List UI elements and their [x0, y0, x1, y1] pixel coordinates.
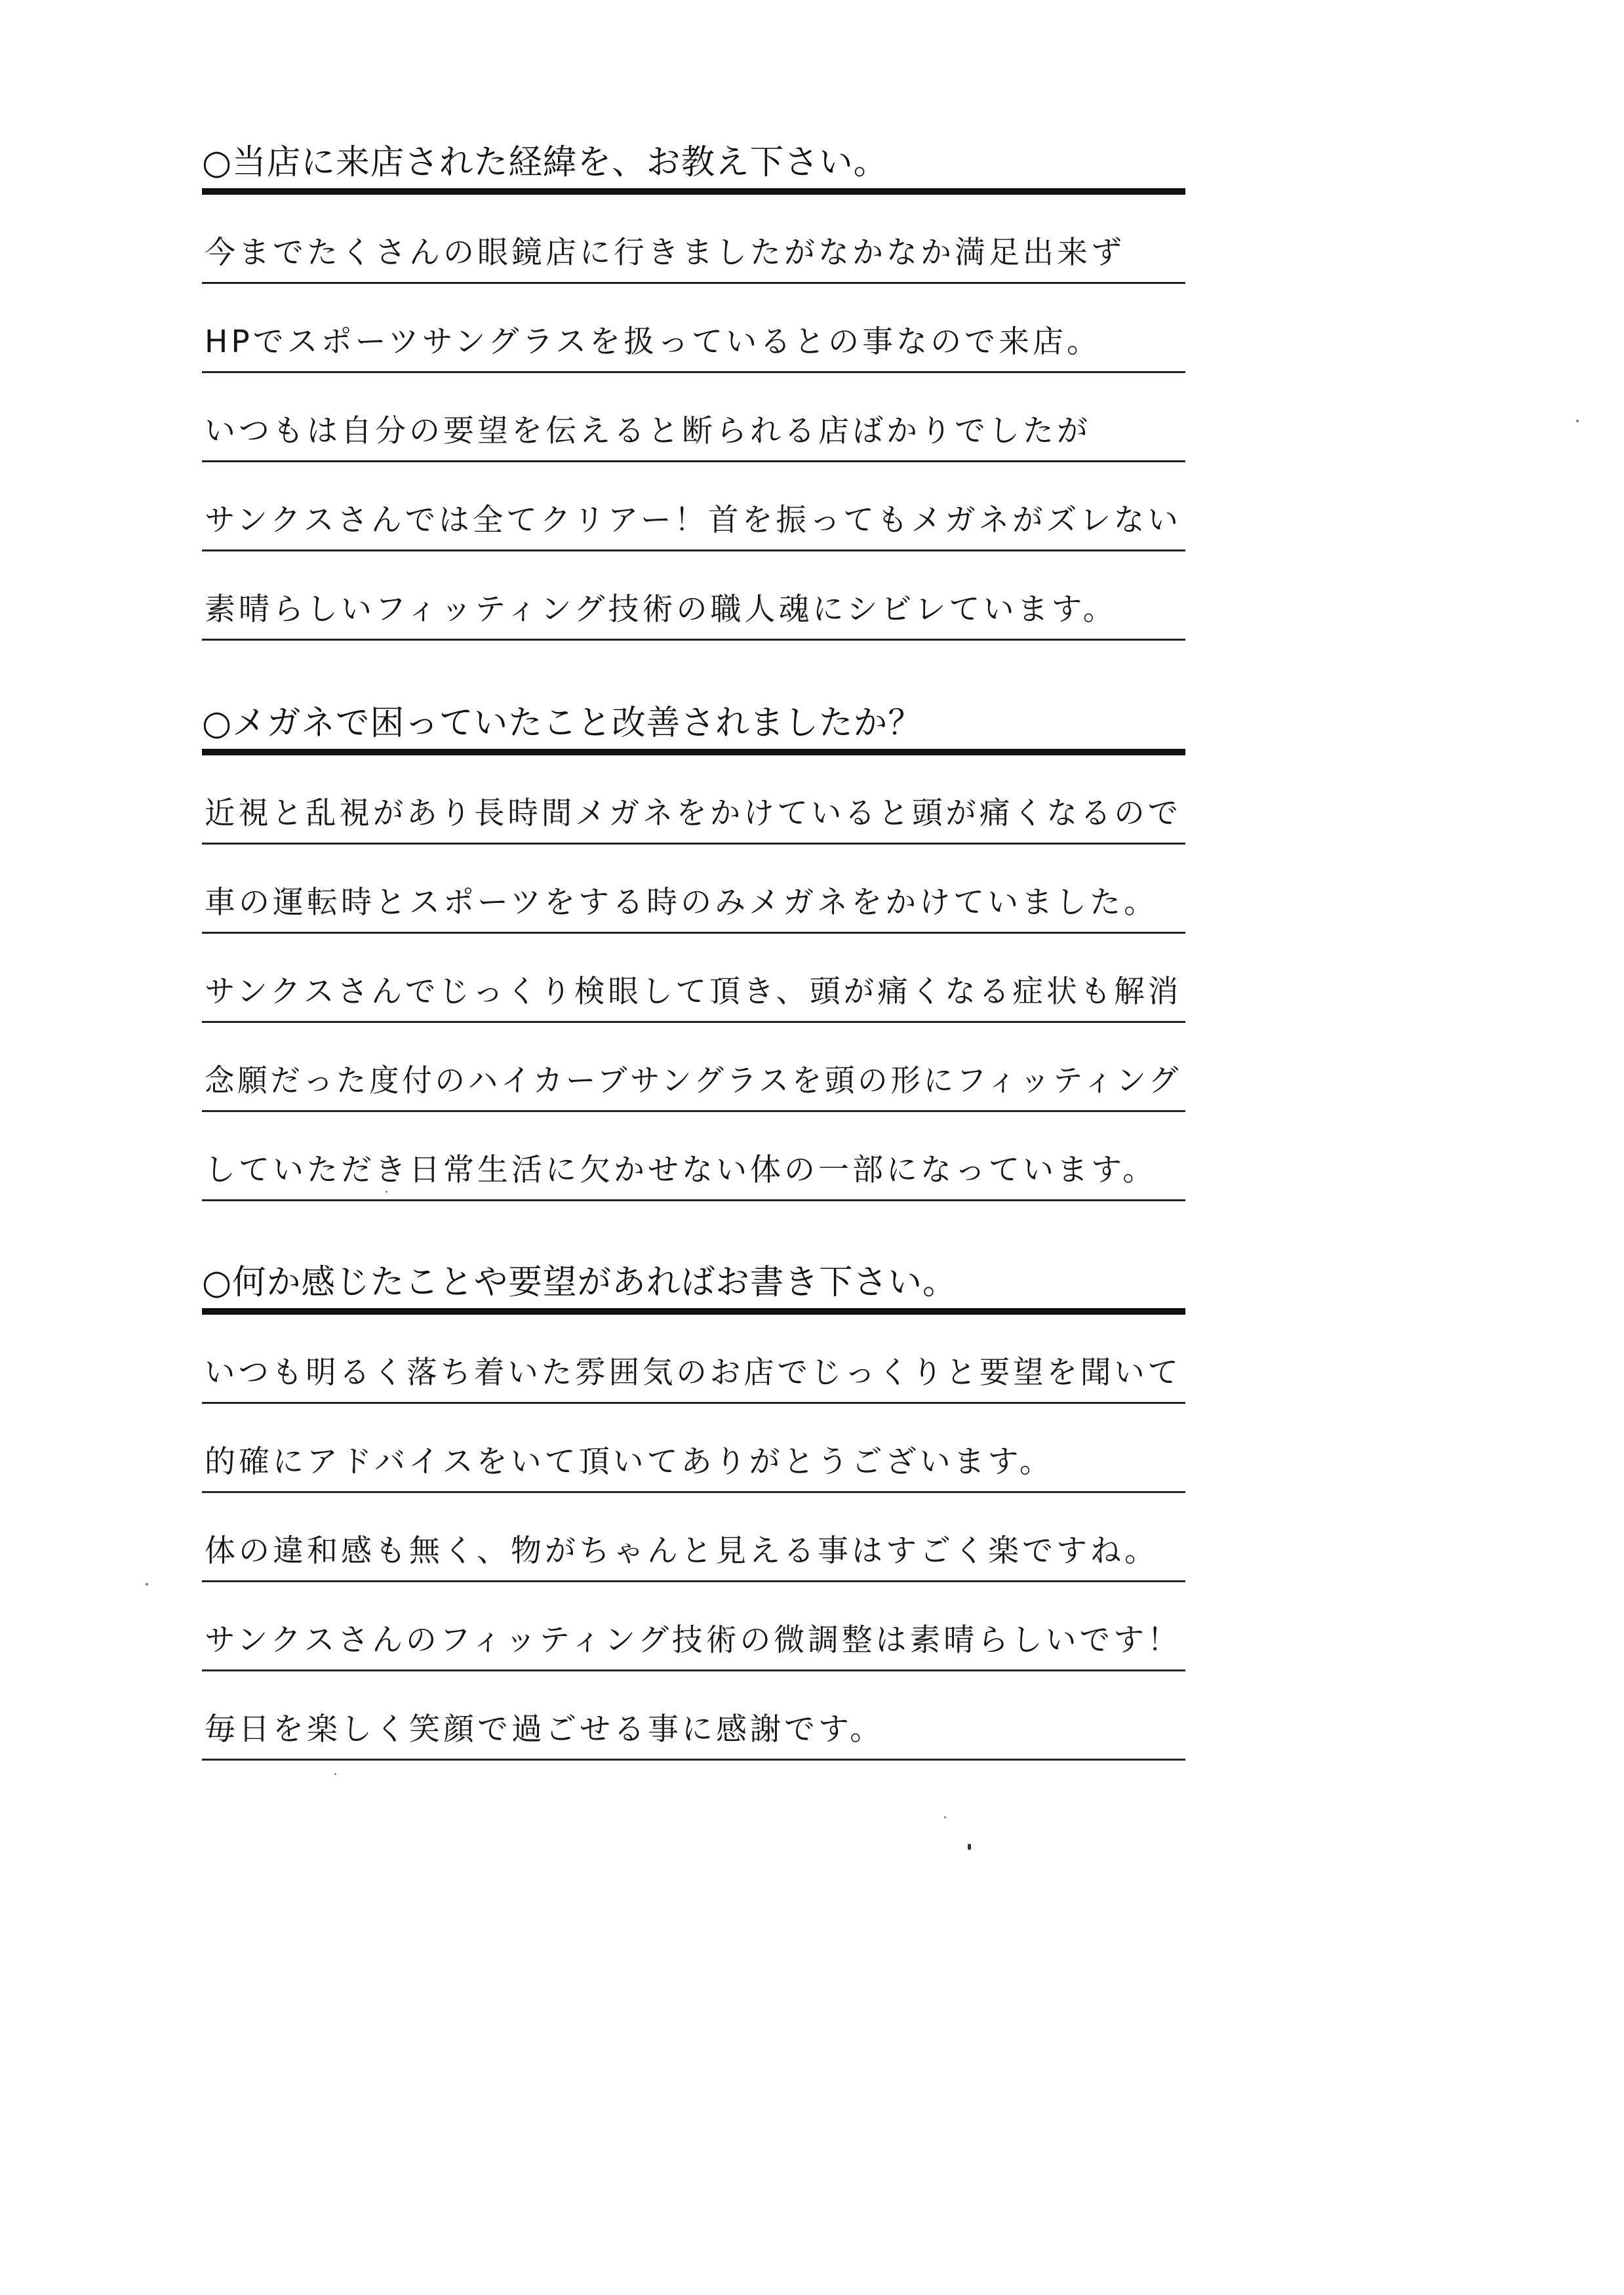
- handwritten-answer: していただき日常生活に欠かせない体の一部になっています。: [205, 1152, 1157, 1188]
- scan-speck: [1576, 420, 1579, 422]
- handwritten-answer: 毎日を楽しく笑顔で過ごせる事に感謝です。: [205, 1711, 884, 1747]
- handwritten-answer: HPでスポーツサングラスを扱っているとの事なので来店。: [205, 324, 1101, 360]
- answer-line: [202, 845, 1185, 934]
- handwritten-answer: 今までたくさんの眼鏡店に行きましたがなかなか満足出来ず: [205, 235, 1125, 271]
- answer-line: [202, 551, 1185, 641]
- handwritten-answer: サンクスさんでは全てクリアー！首を振ってもメガネがズレない: [205, 502, 1181, 538]
- question-heading: ○何か感じたことや要望があればお書き下さい。: [202, 1263, 957, 1302]
- question-heading: ○メガネで困っていたこと改善されましたか？: [202, 704, 922, 743]
- handwritten-answer: サンクスさんのフィッティング技術の微調整は素晴らしいです！: [205, 1622, 1181, 1658]
- answer-line: [202, 195, 1185, 284]
- answer-line: [202, 755, 1185, 845]
- question-section-visit-reason: [202, 140, 1185, 641]
- answer-line: [202, 934, 1185, 1023]
- question-section-improvement: [202, 700, 1185, 1201]
- handwritten-answer: サンクスさんでじっくり検眼して頂き、頭が痛くなる症状も解消: [205, 974, 1182, 1010]
- answer-line: [202, 1023, 1185, 1112]
- handwritten-answer: 車の運転時とスポーツをする時のみメガネをかけていました。: [205, 885, 1159, 921]
- answer-line: [202, 373, 1185, 462]
- scan-speck: [146, 1583, 148, 1586]
- handwritten-answer: 体の違和感も無く、物がちゃんと見える事はすごく楽ですね。: [205, 1533, 1159, 1569]
- scan-speck: [386, 1191, 387, 1193]
- answer-line: [202, 1671, 1185, 1761]
- answer-line: [202, 284, 1185, 373]
- handwritten-answer: いつも明るく落ち着いた雰囲気のお店でじっくりと要望を聞いて: [205, 1355, 1182, 1391]
- question-rule: [202, 749, 1185, 755]
- scan-speck: [334, 1773, 336, 1775]
- answer-line: [202, 1315, 1185, 1404]
- question-rule: [202, 1308, 1185, 1315]
- answer-line: [202, 1582, 1185, 1671]
- question-section-comments: [202, 1260, 1185, 1761]
- handwritten-answer: 念願だった度付のハイカーブサングラスを頭の形にフィッティング: [205, 1063, 1182, 1099]
- scan-speck: [944, 1816, 946, 1818]
- answer-line: [202, 1404, 1185, 1493]
- handwritten-answer: いつもは自分の要望を伝えると断られる店ばかりでしたが: [205, 413, 1091, 449]
- answer-line: [202, 462, 1185, 551]
- handwritten-answer: 素晴らしいフィッティング技術の職人魂にシビレています。: [205, 591, 1117, 628]
- answer-line: [202, 1112, 1185, 1201]
- question-rule: [202, 188, 1185, 195]
- handwritten-answer: 的確にアドバイスをいて頂いてありがとうございます。: [205, 1444, 1054, 1480]
- answer-line: [202, 1493, 1185, 1582]
- scan-speck: [968, 1844, 971, 1850]
- question-heading: ○当店に来店された経緯を、お教え下さい。: [202, 143, 888, 182]
- handwritten-answer: 近視と乱視があり長時間メガネをかけていると頭が痛くなるので: [205, 795, 1182, 831]
